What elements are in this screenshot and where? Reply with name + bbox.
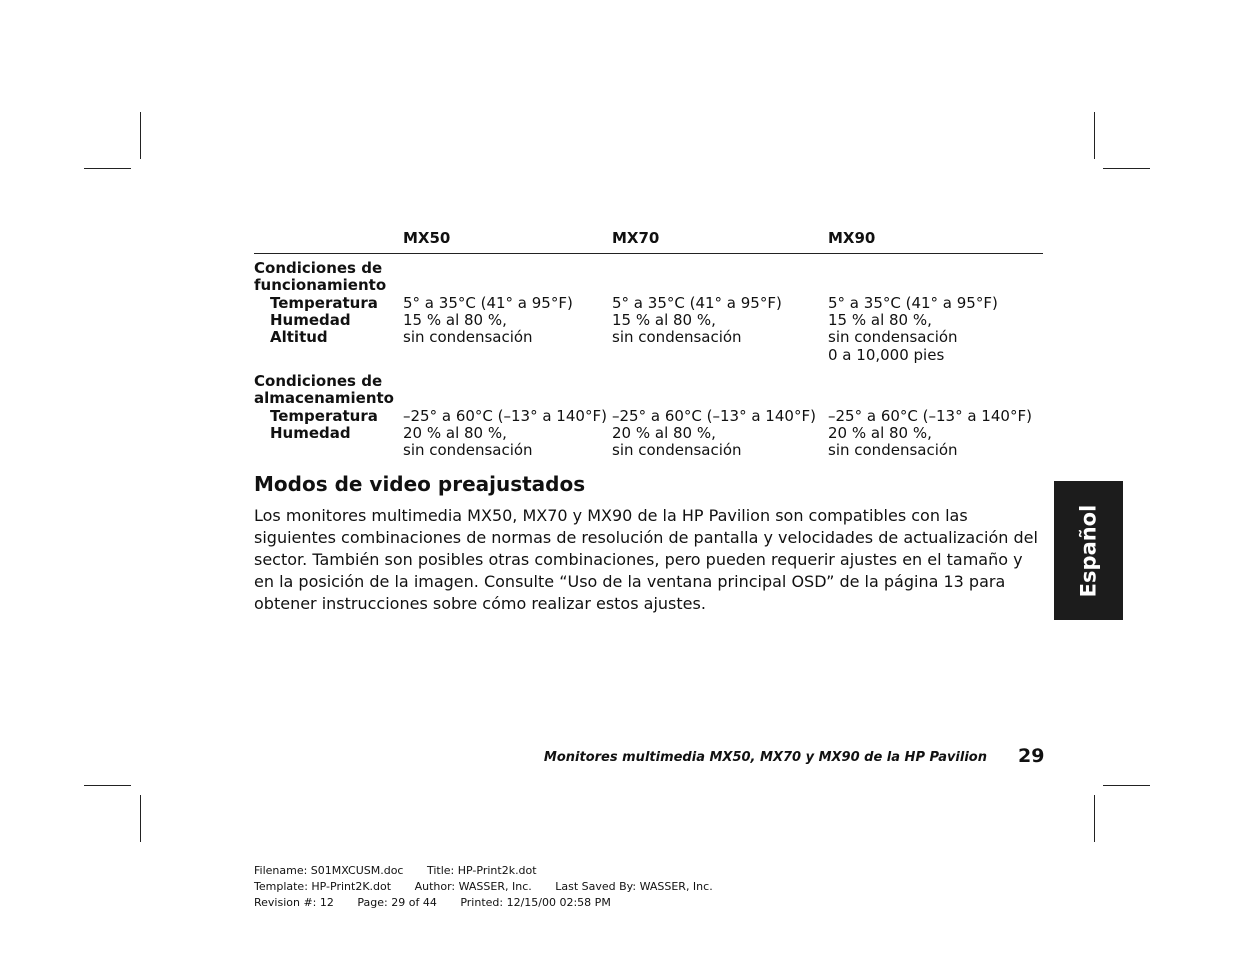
column-header-mx70: MX70: [612, 229, 660, 247]
value-cell: 20 % al 80 %,: [828, 424, 932, 442]
operating-heading: [254, 260, 386, 294]
operating-values-mx90: [828, 295, 998, 364]
value-cell: 5° a 35°C (41° a 95°F): [828, 294, 998, 312]
column-header-mx50: MX50: [403, 229, 451, 247]
crop-mark: [84, 785, 131, 786]
crop-mark: [1094, 112, 1095, 159]
value-cell: sin condensación: [612, 441, 742, 459]
language-tab-label: Español: [1076, 504, 1101, 597]
value-cell: 5° a 35°C (41° a 95°F): [403, 294, 573, 312]
storage-label-temperature: Temperatura: [270, 407, 378, 425]
metadata-last-saved: Last Saved By: WASSER, Inc.: [555, 880, 713, 893]
document-metadata: [254, 863, 733, 911]
operating-heading-line1: Condiciones de: [254, 259, 383, 277]
storage-heading-line1: Condiciones de: [254, 372, 383, 390]
metadata-row: [254, 895, 733, 911]
operating-values-mx70: [612, 295, 782, 346]
value-cell: sin condensación: [828, 441, 958, 459]
value-cell: 20 % al 80 %,: [403, 424, 507, 442]
operating-heading-line2: funcionamiento: [254, 276, 387, 294]
column-header-mx90: MX90: [828, 229, 876, 247]
value-cell-altitude: 0 a 10,000 pies: [828, 346, 945, 364]
language-tab: [1054, 481, 1123, 620]
crop-mark: [140, 112, 141, 159]
running-footer-title: Monitores multimedia MX50, MX70 y MX90 de la HP Pavilion: [543, 750, 987, 765]
header-rule: [254, 253, 1043, 254]
value-cell: sin condensación: [403, 328, 533, 346]
value-cell: 15 % al 80 %,: [828, 311, 932, 329]
metadata-template: Template: HP-Print2K.dot: [254, 880, 392, 893]
storage-labels: [254, 408, 378, 442]
metadata-revision: Revision #: 12: [254, 896, 334, 909]
value-cell: 20 % al 80 %,: [612, 424, 716, 442]
crop-mark: [84, 168, 131, 169]
value-cell: –25° a 60°C (–13° a 140°F): [612, 407, 816, 425]
storage-values-mx70: [612, 408, 816, 459]
value-cell: sin condensación: [612, 328, 742, 346]
operating-labels: [254, 295, 378, 346]
page-number: 29: [1018, 745, 1045, 767]
metadata-row: [254, 879, 733, 895]
section-title: Modos de video preajustados: [254, 472, 586, 496]
value-cell: –25° a 60°C (–13° a 140°F): [403, 407, 607, 425]
metadata-printed: Printed: 12/15/00 02:58 PM: [460, 896, 611, 909]
metadata-title: Title: HP-Print2k.dot: [426, 864, 537, 877]
storage-heading: [254, 373, 394, 407]
operating-label-altitude: Altitud: [270, 328, 328, 346]
crop-mark: [1094, 795, 1095, 842]
crop-mark: [140, 795, 141, 842]
value-cell: 15 % al 80 %,: [403, 311, 507, 329]
value-cell: 15 % al 80 %,: [612, 311, 716, 329]
metadata-row: [254, 863, 733, 879]
value-cell: sin condensación: [403, 441, 533, 459]
operating-values-mx50: [403, 295, 573, 346]
storage-values-mx90: [828, 408, 1032, 459]
value-cell: sin condensación: [828, 328, 958, 346]
value-cell: 5° a 35°C (41° a 95°F): [612, 294, 782, 312]
crop-mark: [1103, 785, 1150, 786]
metadata-page: Page: 29 of 44: [357, 896, 437, 909]
operating-label-humidity: Humedad: [270, 311, 351, 329]
storage-label-humidity: Humedad: [270, 424, 351, 442]
storage-values-mx50: [403, 408, 607, 459]
metadata-author: Author: WASSER, Inc.: [414, 880, 532, 893]
operating-label-temperature: Temperatura: [270, 294, 378, 312]
storage-heading-line2: almacenamiento: [254, 389, 394, 407]
section-body: Los monitores multimedia MX50, MX70 y MX90 de la HP Pavilion son compatibles con las siguientes combinaciones de normas de resolución de pantalla y velocidades de actualización del sector. También son posibles otras combinaciones, pero pueden requerir ajustes en el tamaño y en la posición de la imagen. Consulte “Uso de la ventana principal OSD” de la página 13 para obtener instrucciones sobre cómo realizar estos ajustes.: [254, 506, 1038, 613]
crop-mark: [1103, 168, 1150, 169]
metadata-filename: Filename: S01MXCUSM.doc: [254, 864, 404, 877]
value-cell: –25° a 60°C (–13° a 140°F): [828, 407, 1032, 425]
